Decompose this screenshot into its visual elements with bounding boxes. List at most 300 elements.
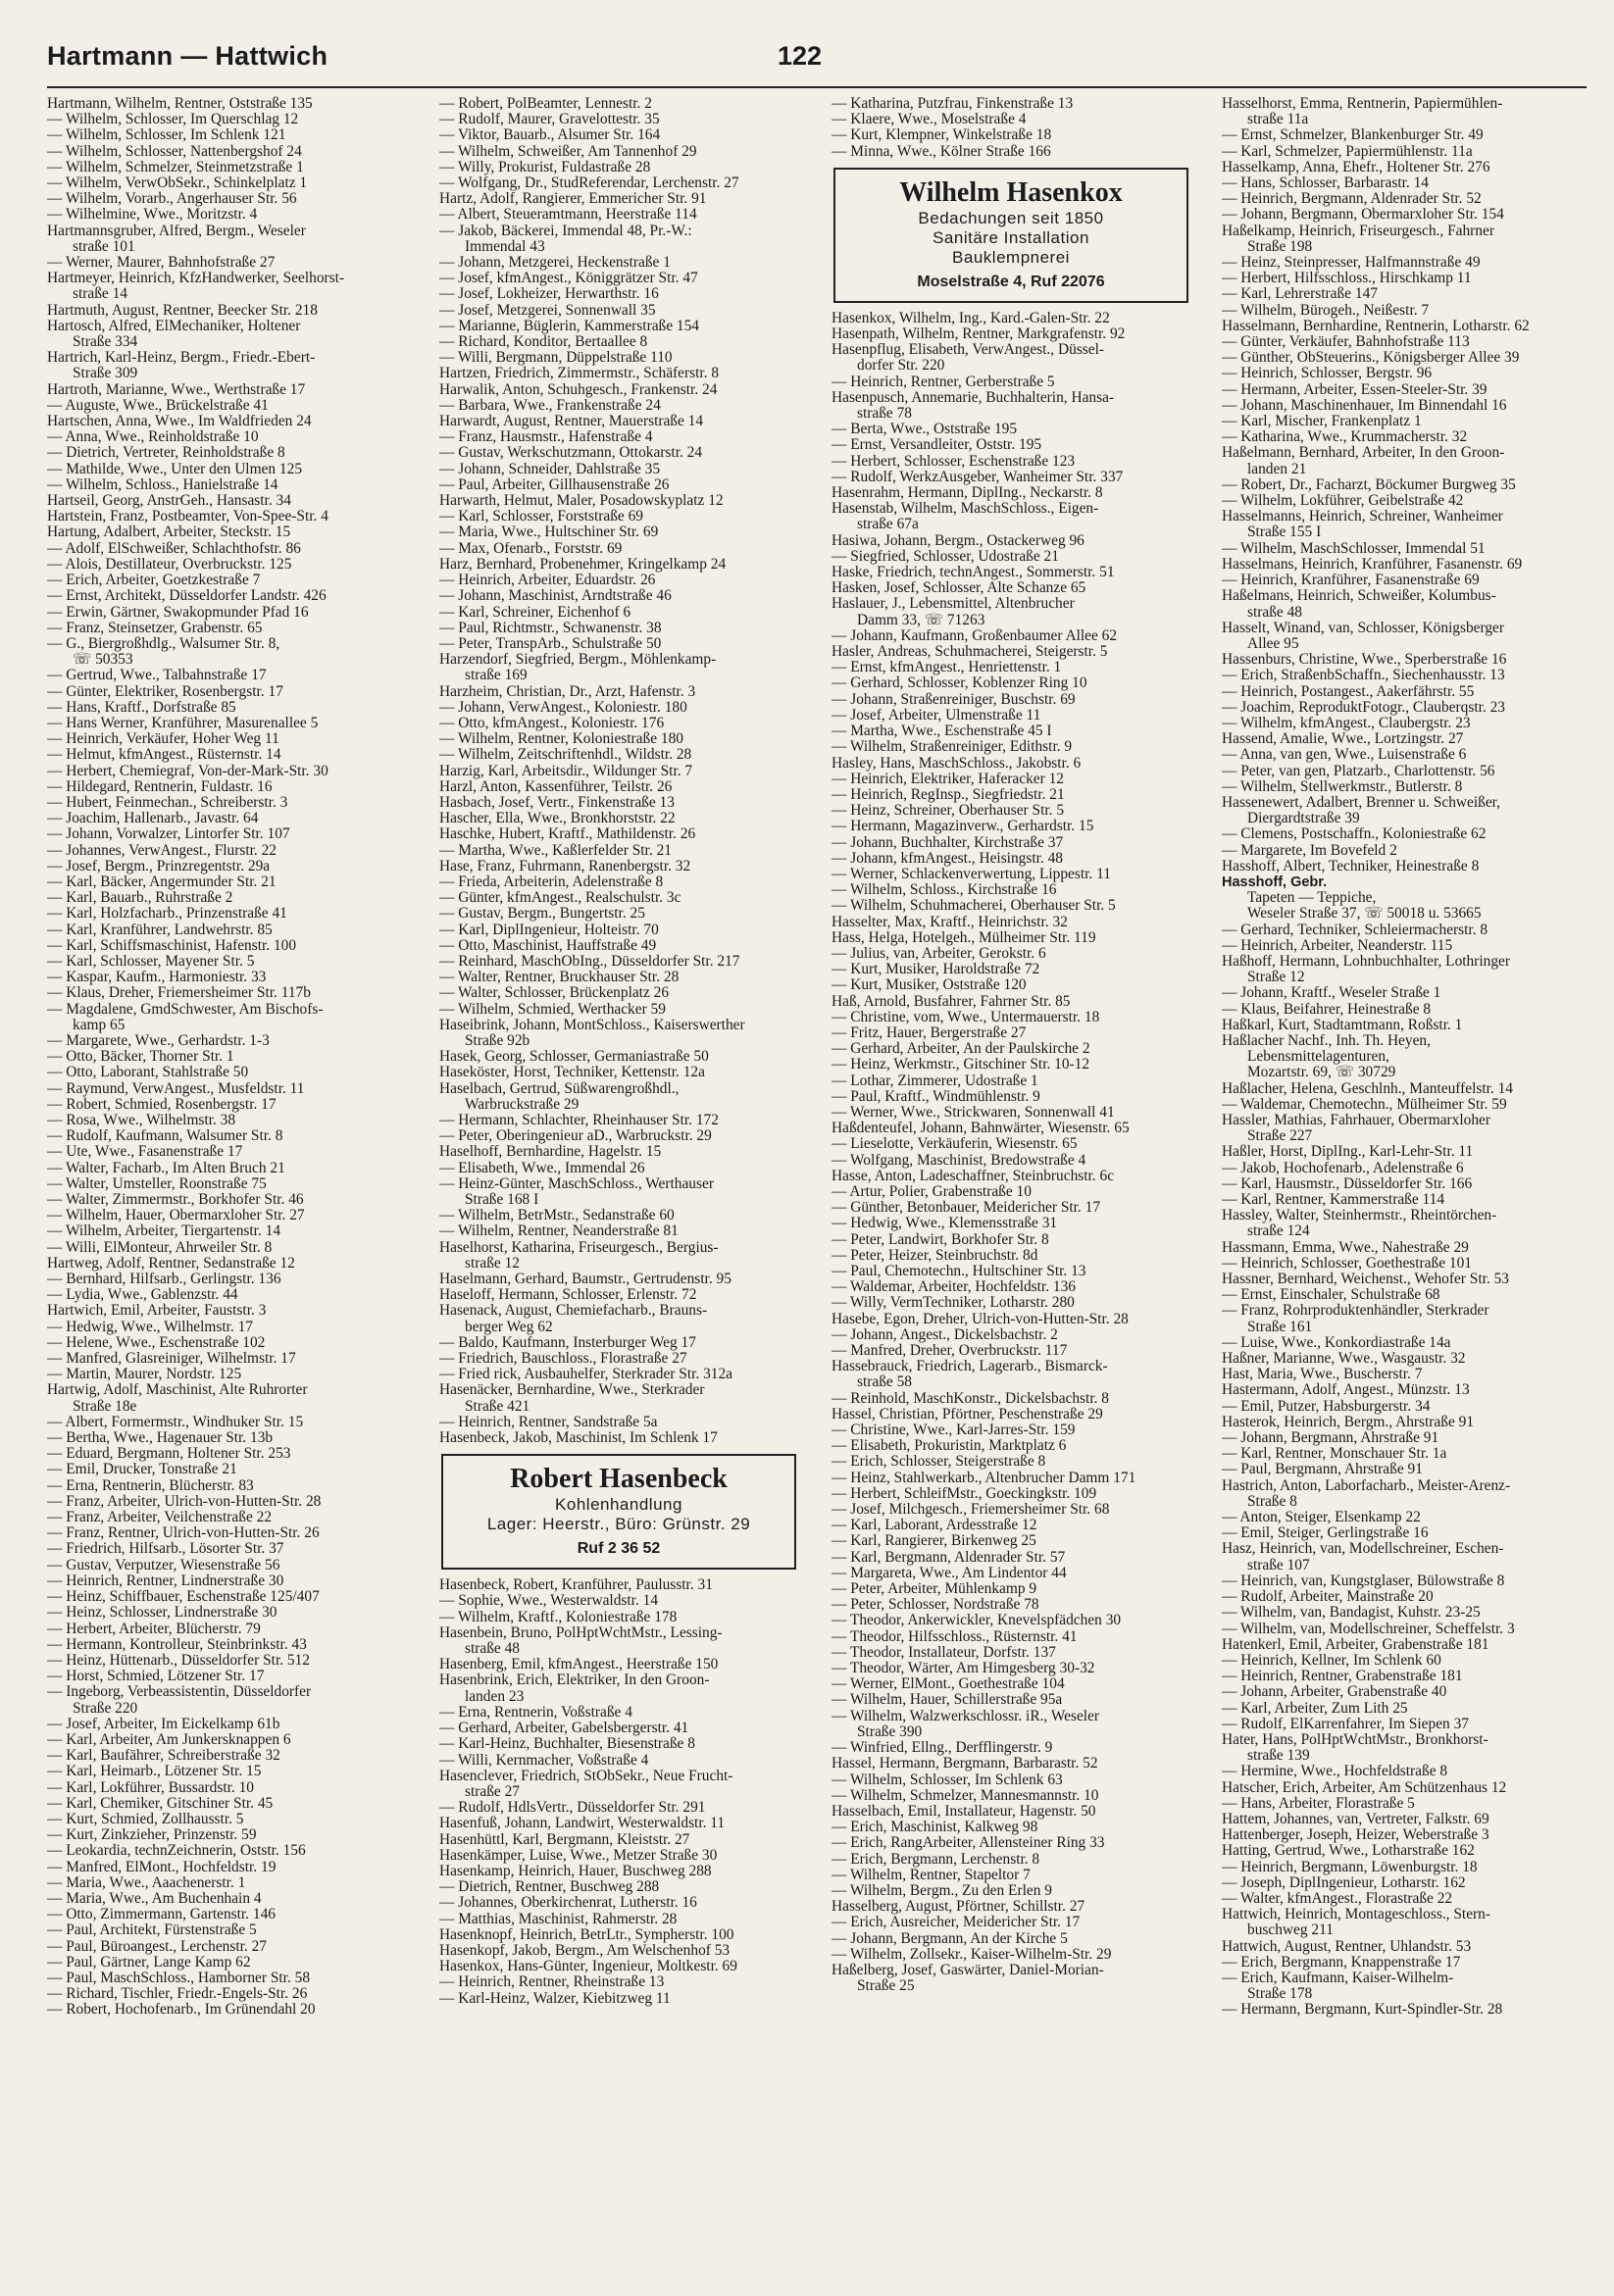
entries-col2b [439, 1577, 804, 2006]
directory-entry: — Peter, Oberingenieur aD., Warbruckstr. 29 [439, 1128, 712, 1145]
directory-entry: — Karl, Rangierer, Birkenweg 25 [832, 1533, 1036, 1550]
directory-entry: — Manfred, ElMont., Hochfeldstr. 19 [47, 1859, 277, 1875]
directory-entry: Straße 198 [1247, 238, 1313, 255]
directory-entry: — Hans, Arbeiter, Florastraße 5 [1222, 1795, 1415, 1812]
directory-entry: — Katharina, Wwe., Krummacherstr. 32 [1222, 429, 1468, 446]
directory-entry: Hartz, Adolf, Rangierer, Emmericher Str. 91 [439, 191, 707, 208]
directory-entry: — Wilhelm, Rentner, Stapeltor 7 [832, 1867, 1031, 1883]
directory-entry: — Kurt, Schmied, Zollhausstr. 5 [47, 1811, 244, 1827]
directory-entry: — Hermann, Schlachter, Rheinhauser Str. 172 [439, 1113, 719, 1128]
directory-entry: straße 67a [857, 517, 919, 533]
directory-entry: — Hermann, Bergmann, Kurt-Spindler-Str. 28 [1222, 2002, 1503, 2019]
directory-entry: — Hermann, Kontrolleur, Steinbrinkstr. 43 [47, 1636, 307, 1653]
directory-entry: — Emil, Steiger, Gerlingstraße 16 [1222, 1525, 1429, 1542]
directory-entry: — Kaspar, Kaufm., Harmoniestr. 33 [47, 970, 267, 986]
directory-entry: — Karl, Baufährer, Schreiberstraße 32 [47, 1748, 280, 1765]
directory-entry: — Heinz, Steinpresser, Halfmannstraße 49 [1222, 255, 1481, 272]
directory-entry: — Herbert, SchleifMstr., Goeckingkstr. 109 [832, 1485, 1097, 1502]
directory-entry: Harwarth, Helmut, Maler, Posadowskyplatz 12 [439, 493, 724, 510]
directory-entry: Hartmeyer, Heinrich, KfzHandwerker, Seelhorst- [47, 271, 345, 287]
directory-entry: — Emil, Drucker, Tonstraße 21 [47, 1462, 237, 1478]
directory-entry: Hartweg, Adolf, Rentner, Sedanstraße 12 [47, 1255, 295, 1272]
directory-entry: — Martha, Wwe., Kaßlerfelder Str. 21 [439, 842, 672, 859]
directory-entry: — Walter, Schlosser, Brückenplatz 26 [439, 985, 670, 1002]
directory-entry: — Otto, Zimmermann, Gartenstr. 146 [47, 1907, 276, 1923]
directory-entry: — Kurt, Zinkzieher, Prinzenstr. 59 [47, 1827, 257, 1844]
directory-entry: — Josef, Arbeiter, Ulmenstraße 11 [832, 707, 1041, 724]
directory-entry: — Luise, Wwe., Konkordiastraße 14a [1222, 1334, 1451, 1351]
directory-entry: Hasenbeck, Jakob, Maschinist, Im Schlenk 17 [439, 1430, 718, 1447]
directory-entry: — Willi, Kernmacher, Voßstraße 4 [439, 1752, 649, 1769]
directory-entry: — Bertha, Wwe., Hagenauer Str. 13b [47, 1430, 274, 1447]
directory-entry: — Josef, Bergm., Prinzregentstr. 29a [47, 858, 271, 874]
directory-entry: — Karl, Heimarb., Lötzener Str. 15 [47, 1764, 262, 1780]
page-header [47, 37, 1587, 88]
directory-entry: — Heinz, Hüttenarb., Düsseldorfer Str. 512 [47, 1652, 310, 1669]
directory-entry: — Erich, Bergmann, Lerchenstr. 8 [832, 1851, 1040, 1868]
directory-entry: — Peter, Arbeiter, Mühlenkamp 9 [832, 1581, 1037, 1598]
directory-entry: — Karl, Arbeiter, Zum Lith 25 [1222, 1700, 1408, 1717]
directory-entry: Hasek, Georg, Schlosser, Germaniastraße 50 [439, 1049, 709, 1066]
directory-entry: — Erich, Bergmann, Knappenstraße 17 [1222, 1954, 1461, 1971]
directory-entry: Hartmann, Wilhelm, Rentner, Oststraße 135 [47, 96, 313, 112]
directory-entry: dorfer Str. 220 [857, 358, 945, 374]
directory-entry: Mozartstr. 69, ☏ 30729 [1247, 1065, 1396, 1081]
directory-entry: — Kurt, Musiker, Oststraße 120 [832, 977, 1027, 994]
directory-entry: — Heinrich, Bergmann, Aldenrader Str. 52 [1222, 191, 1482, 208]
directory-entry: Hatting, Gertrud, Wwe., Lotharstraße 162 [1222, 1843, 1475, 1860]
directory-entry: — Erwin, Gärtner, Swakopmunder Pfad 16 [47, 604, 309, 621]
directory-entry: — Helene, Wwe., Eschenstraße 102 [47, 1334, 266, 1351]
directory-entry: — Hubert, Feinmechan., Schreiberstr. 3 [47, 794, 288, 811]
directory-entry: Harzendorf, Siegfried, Bergm., Möhlenkamp- [439, 652, 717, 669]
directory-entry: — Margarete, Wwe., Gerhardstr. 1-3 [47, 1032, 270, 1049]
directory-entry: — Theodor, Hilfsschloss., Rüsternstr. 41 [832, 1628, 1078, 1645]
directory-entry: — Karl, Kranführer, Landwehrstr. 85 [47, 922, 273, 938]
directory-entry: — Albert, Formermstr., Windhuker Str. 15 [47, 1414, 304, 1430]
directory-entry: Haßkarl, Kurt, Stadtamtmann, Roßstr. 1 [1222, 1017, 1463, 1033]
directory-entry: Harzig, Karl, Arbeitsdir., Wildunger Str. 7 [439, 763, 693, 779]
directory-entry: — Heinrich, Rentner, Sandstraße 5a [439, 1414, 658, 1430]
directory-entry: Hasenstab, Wilhelm, MaschSchloss., Eigen- [832, 501, 1099, 518]
directory-entry: — Karl, Bäcker, Angermunder Str. 21 [47, 873, 277, 890]
directory-entry: Hattenberger, Joseph, Heizer, Weberstraße 3 [1222, 1827, 1489, 1844]
directory-entry: Haselhorst, Katharina, Friseurgesch., Bergius- [439, 1239, 719, 1256]
directory-entry: straße 124 [1247, 1223, 1310, 1240]
directory-entry: — Erich, RangArbeiter, Allensteiner Ring 33 [832, 1835, 1105, 1852]
directory-entry: — Margarete, Im Bovefeld 2 [1222, 842, 1397, 859]
directory-entry: straße 139 [1247, 1748, 1310, 1765]
directory-entry: — Waldemar, Chemotechn., Mülheimer Str. 59 [1222, 1096, 1507, 1113]
directory-entry: — Magdalene, GmdSchwester, Am Bischofs- [47, 1001, 324, 1018]
directory-entry: Hase, Franz, Fuhrmann, Ranenbergstr. 32 [439, 858, 691, 874]
directory-entry: — Peter, Landwirt, Borkhofer Str. 8 [832, 1231, 1049, 1248]
directory-entry: Hasselter, Max, Kraftf., Heinrichstr. 32 [832, 914, 1068, 930]
directory-entry: — Robert, Schmied, Rosenbergstr. 17 [47, 1096, 277, 1113]
directory-entry: Haß, Arnold, Busfahrer, Fahrner Str. 85 [832, 993, 1071, 1010]
directory-entry: — Johannes, VerwAngest., Flurstr. 22 [47, 842, 277, 859]
directory-entry: — Manfred, Dreher, Overbruckstr. 117 [832, 1343, 1068, 1360]
directory-entry: — Ernst, Schmelzer, Blankenburger Str. 49 [1222, 127, 1484, 144]
directory-entry: — Clemens, Postschaffn., Koloniestraße 62 [1222, 826, 1487, 843]
directory-entry: — Günther, Betonbauer, Meidericher Str. 17 [832, 1200, 1101, 1217]
directory-entry: — Karl, Schreiner, Eichenhof 6 [439, 604, 631, 621]
directory-entry: Straße 25 [857, 1978, 915, 1995]
directory-entry: Hartstein, Franz, Postbeamter, Von-Spee-Str. 4 [47, 509, 328, 525]
directory-entry: — Christine, Wwe., Karl-Jarres-Str. 159 [832, 1423, 1076, 1439]
directory-entry: — Margareta, Wwe., Am Lindentor 44 [832, 1565, 1067, 1581]
directory-entry: — Heinz, Schlosser, Lindnerstraße 30 [47, 1605, 277, 1622]
directory-entry: — Franz, Hausmstr., Hafenstraße 4 [439, 429, 653, 446]
directory-entry: — Albert, Steueramtmann, Heerstraße 114 [439, 207, 697, 224]
directory-entry: — Emil, Putzer, Habsburgerstr. 34 [1222, 1398, 1431, 1415]
directory-entry: — Josef, Milchgesch., Friemersheimer Str. 68 [832, 1502, 1110, 1519]
directory-entry: — Heinrich, Rentner, Gerberstraße 5 [832, 374, 1055, 390]
directory-entry: — Heinrich, Kranführer, Fasanenstraße 69 [1222, 573, 1480, 589]
directory-entry: — Erich, Ausreicher, Meidericher Str. 17 [832, 1915, 1081, 1931]
directory-entry: — Rudolf, Maurer, Gravelottestr. 35 [439, 112, 660, 128]
directory-entry: — Karl, Schlosser, Mayener Str. 5 [47, 953, 255, 970]
directory-entry: — Fritz, Hauer, Bergerstraße 27 [832, 1024, 1027, 1041]
directory-entry: Hasenhüttl, Karl, Bergmann, Kleiststr. 27 [439, 1831, 690, 1848]
directory-entry: — Wilhelm, Vorarb., Angerhauser Str. 56 [47, 191, 297, 208]
directory-entry: — Hildegard, Rentnerin, Fuldastr. 16 [47, 778, 273, 795]
directory-entry: — Eduard, Bergmann, Holtener Str. 253 [47, 1446, 291, 1463]
directory-entry: Hasenkamp, Heinrich, Hauer, Buschweg 288 [439, 1863, 712, 1879]
directory-entry: — Walter, Rentner, Bruckhauser Str. 28 [439, 970, 680, 986]
directory-entry: — Hermine, Wwe., Hochfeldstraße 8 [1222, 1764, 1448, 1780]
directory-entry: Hastermann, Adolf, Angest., Münzstr. 13 [1222, 1382, 1470, 1399]
directory-entry: — Gertrud, Wwe., Talbahnstraße 17 [47, 668, 267, 684]
directory-page [47, 37, 1587, 2282]
directory-entry: — Peter, TranspArb., Schulstraße 50 [439, 635, 662, 652]
directory-entry: — Paul, Arbeiter, Gillhausenstraße 26 [439, 476, 670, 493]
directory-entry: — Franz, Arbeiter, Ulrich-von-Hutten-Str. 28 [47, 1493, 322, 1510]
directory-entry: Hasenbeck, Robert, Kranführer, Paulusstr. 31 [439, 1577, 713, 1594]
column-4 [1222, 96, 1587, 2277]
directory-entry: — Gerhard, Arbeiter, An der Paulskirche 2 [832, 1041, 1090, 1058]
directory-entry: — Siegfried, Schlosser, Udostraße 21 [832, 548, 1059, 565]
directory-entry: — Martha, Wwe., Eschenstraße 45 I [832, 724, 1052, 740]
directory-entry: Straße 8 [1247, 1493, 1297, 1510]
directory-entry: Haßlacher, Helena, Geschlnh., Manteuffelstr. 14 [1222, 1080, 1513, 1097]
directory-entry: — Elisabeth, Prokuristin, Marktplatz 6 [832, 1438, 1067, 1455]
directory-entry: Harzl, Anton, Kassenführer, Teilstr. 26 [439, 778, 673, 795]
directory-entry: — Wilhelm, kfmAngest., Claubergstr. 23 [1222, 715, 1471, 731]
directory-entry: — Maria, Wwe., Aaachenerstr. 1 [47, 1874, 246, 1891]
directory-entry: Hascher, Ella, Wwe., Bronkhorststr. 22 [439, 811, 676, 827]
directory-entry: — Max, Ofenarb., Forststr. 69 [439, 540, 623, 557]
directory-entry: — Auguste, Wwe., Brückelstraße 41 [47, 397, 269, 414]
directory-entry: — Hans Werner, Kranführer, Masurenallee 5 [47, 715, 319, 731]
directory-entry: — Matthias, Maschinist, Rahmerstr. 28 [439, 1911, 678, 1927]
directory-entry: — Heinrich, Rentner, Grabenstraße 181 [1222, 1669, 1463, 1685]
directory-entry: — Wilhelm, Lokführer, Geibelstraße 42 [1222, 493, 1464, 510]
entries-col3b [832, 311, 1196, 1995]
directory-entry: — Karl, Chemiker, Gitschiner Str. 45 [47, 1795, 274, 1812]
directory-entry: Haßelberg, Josef, Gaswärter, Daniel-Morian- [832, 1962, 1104, 1978]
ad-hasenbeck-phone: Ruf 2 36 52 [577, 1540, 661, 1558]
directory-entry: Haßelmann, Bernhard, Arbeiter, In den Groon- [1222, 445, 1505, 462]
directory-entry: — Johann, Bergmann, Obermarxloher Str. 154 [1222, 207, 1504, 224]
directory-entry: — Herbert, Schlosser, Eschenstraße 123 [832, 453, 1076, 470]
directory-entry: — Heinz-Günter, MaschSchloss., Werthauser [439, 1175, 714, 1192]
directory-entry: Hasley, Hans, MaschSchloss., Jakobstr. 6 [832, 755, 1082, 772]
directory-entry: — Karl, Rentner, Monschauer Str. 1a [1222, 1446, 1447, 1463]
page-number: 122 [778, 41, 823, 71]
directory-entry: — Christine, vom, Wwe., Untermauerstr. 18 [832, 1009, 1100, 1025]
directory-entry: — Marianne, Büglerin, Kammerstraße 154 [439, 318, 699, 334]
directory-entry: Hartwig, Adolf, Maschinist, Alte Ruhrorter [47, 1382, 308, 1399]
directory-entry: — Heinrich, Schlosser, Bergstr. 96 [1222, 366, 1433, 382]
directory-entry: — Paul, Kraftf., Windmühlenstr. 9 [832, 1088, 1040, 1105]
directory-entry: landen 21 [1247, 461, 1307, 477]
directory-entry: — Wilhelm, Schlosser, Im Schlenk 63 [832, 1772, 1063, 1788]
directory-entry: — Heinrich, Verkäufer, Hoher Weg 11 [47, 731, 279, 748]
directory-entry: — Reinhold, MaschKonstr., Dickelsbachstr. 8 [832, 1390, 1109, 1407]
directory-entry: — Sophie, Wwe., Westerwaldstr. 14 [439, 1593, 659, 1610]
directory-entry: — Ernst, Versandleiter, Oststr. 195 [832, 437, 1042, 454]
directory-entry: Harzheim, Christian, Dr., Arzt, Hafenstr. 3 [439, 683, 696, 700]
directory-entry: — Josef, kfmAngest., Königgrätzer Str. 47 [439, 271, 698, 287]
directory-entry: — Maria, Wwe., Am Buchenhain 4 [47, 1890, 262, 1907]
directory-entry: Hasler, Andreas, Schuhmacherei, Steigerstr. 5 [832, 644, 1108, 661]
directory-entry: Immendal 43 [465, 238, 545, 255]
directory-entry: Haselhoff, Bernhardine, Hagelstr. 15 [439, 1144, 662, 1161]
directory-entry: — G., Biergroßhdlg., Walsumer Str. 8, [47, 635, 280, 652]
directory-entry: Hasselhorst, Emma, Rentnerin, Papiermühlen- [1222, 96, 1503, 112]
directory-entry: — Erich, Schlosser, Steigerstraße 8 [832, 1454, 1046, 1471]
directory-entry: — Erich, StraßenbSchaffn., Siechenhausstr. 13 [1222, 668, 1505, 684]
directory-entry: — Waldemar, Arbeiter, Hochfeldstr. 136 [832, 1279, 1076, 1296]
directory-entry: — Barbara, Wwe., Frankenstraße 24 [439, 397, 661, 414]
directory-entry: Hattem, Johannes, van, Vertreter, Falkstr. 69 [1222, 1811, 1489, 1827]
directory-entry: Hasenäcker, Bernhardine, Wwe., Sterkrader [439, 1382, 705, 1399]
directory-entry: — Richard, Tischler, Friedr.-Engels-Str. 26 [47, 1986, 308, 2003]
directory-entry: Lebensmittelagenturen, [1247, 1049, 1389, 1066]
directory-entry: kamp 65 [73, 1017, 126, 1033]
directory-entry: — Otto, Bäcker, Thorner Str. 1 [47, 1049, 234, 1066]
directory-entry: — Rudolf, WerkzAusgeber, Wanheimer Str. 337 [832, 469, 1124, 485]
directory-entry: — Anna, Wwe., Reinholdstraße 10 [47, 429, 259, 446]
ad-hasenbeck-line2: Lager: Heerstr., Büro: Grünstr. 29 [486, 1515, 751, 1534]
directory-entry: — Erich, Maschinist, Kalkweg 98 [832, 1820, 1038, 1836]
directory-entry: — Wilhelm, Schlosser, Im Schlenk 121 [47, 127, 286, 144]
directory-entry: Hasshoff, Gebr. [1222, 873, 1328, 890]
directory-entry: — Gerhard, Techniker, Schleiermacherstr. 8 [1222, 922, 1488, 938]
directory-entry: — Anton, Steiger, Elsenkamp 22 [1222, 1510, 1421, 1526]
directory-entry: — Manfred, Glasreiniger, Wilhelmstr. 17 [47, 1351, 296, 1368]
directory-entry: — Wilhelm, Arbeiter, Tiergartenstr. 14 [47, 1223, 281, 1240]
directory-entry: Hasenkox, Hans-Günter, Ingenieur, Moltkestr. 69 [439, 1959, 737, 1975]
directory-entry: — Otto, Laborant, Stahlstraße 50 [47, 1065, 249, 1081]
directory-entry: — Jakob, Hochofenarb., Adelenstraße 6 [1222, 1160, 1464, 1176]
directory-entry: — Paul, Architekt, Fürstenstraße 5 [47, 1922, 257, 1939]
directory-entry: Allee 95 [1247, 635, 1299, 652]
directory-entry: — Herbert, Arbeiter, Blücherstr. 79 [47, 1621, 261, 1637]
directory-entry: — Johann, Bergmann, Ahrstraße 91 [1222, 1430, 1439, 1447]
directory-entry: — Karl-Heinz, Walzer, Kiebitzweg 11 [439, 1990, 671, 2007]
directory-entry: Haßelmans, Heinrich, Schweißer, Kolumbus- [1222, 588, 1496, 605]
directory-entry: — Wilhelm, VerwObSekr., Schinkelplatz 1 [47, 175, 308, 192]
directory-entry: — Karl, Bergmann, Aldenrader Str. 57 [832, 1549, 1066, 1566]
directory-entry: — Heinrich, Rentner, Rheinstraße 13 [439, 1974, 665, 1991]
directory-entry: straße 169 [465, 668, 528, 684]
directory-entry: — Willi, ElMonteur, Ahrweiler Str. 8 [47, 1239, 273, 1256]
directory-entry: Haske, Friedrich, technAngest., Sommerstr. 51 [832, 565, 1115, 581]
directory-entry: Hasenknopf, Heinrich, BetrLtr., Sympherstr. 100 [439, 1926, 734, 1943]
directory-entry: — Wilhelm, Bürogeh., Neißestr. 7 [1222, 302, 1430, 319]
directory-entry: — Karl, Arbeiter, Am Junkersknappen 6 [47, 1731, 291, 1748]
directory-entry: Hasenpusch, Annemarie, Buchhalterin, Hansa- [832, 389, 1115, 406]
directory-entry: — Heinrich, Arbeiter, Eduardstr. 26 [439, 573, 656, 589]
directory-entry: — Karl, Lehrerstraße 147 [1222, 286, 1378, 303]
directory-entry: — Robert, Dr., Facharzt, Böckumer Burgweg 35 [1222, 476, 1516, 493]
directory-entry: Harwalik, Anton, Schuhgesch., Frankenstr. 24 [439, 381, 718, 398]
directory-entry: — Herbert, Hilfsschloss., Hirschkamp 11 [1222, 271, 1472, 287]
directory-entry: — Johann, Buchhalter, Kirchstraße 37 [832, 834, 1064, 851]
directory-entry: straße 14 [73, 286, 127, 303]
directory-entry: Warbruckstraße 29 [465, 1096, 580, 1113]
directory-entry: Haßner, Marianne, Wwe., Wasgaustr. 32 [1222, 1351, 1466, 1368]
directory-entry: — Josef, Metzgerei, Sonnenwall 35 [439, 302, 656, 319]
directory-entry: Haßler, Horst, DiplIng., Karl-Lehr-Str. 11 [1222, 1144, 1474, 1161]
directory-entry: — Helmut, kfmAngest., Rüsternstr. 14 [47, 747, 281, 764]
directory-entry: — Günter, kfmAngest., Realschulstr. 3c [439, 890, 681, 907]
directory-entry: — Johann, Maschinist, Arndtstraße 46 [439, 588, 672, 605]
directory-entry: — Lothar, Zimmerer, Udostraße 1 [832, 1073, 1038, 1089]
directory-entry: Hasselt, Winand, van, Schlosser, Königsberger [1222, 620, 1505, 636]
directory-entry: — Heinz, Werkmstr., Gitschiner Str. 10-12 [832, 1057, 1090, 1073]
directory-entry: ☏ 50353 [73, 652, 133, 669]
directory-entry: Hassend, Amalie, Wwe., Lortzingstr. 27 [1222, 731, 1464, 748]
directory-entry: — Rudolf, HdlsVertr., Düsseldorfer Str. 291 [439, 1800, 706, 1817]
directory-entry: — Joachim, ReproduktFotogr., Clauberqstr. 23 [1222, 699, 1505, 716]
directory-entry: — Franz, Steinsetzer, Grabenstr. 65 [47, 620, 263, 636]
directory-entry: — Paul, Chemotechn., Hultschiner Str. 13 [832, 1264, 1086, 1279]
directory-entry: Haschke, Hubert, Kraftf., Mathildenstr. 26 [439, 826, 696, 843]
directory-entry: Straße 178 [1247, 1986, 1313, 2003]
directory-entry: — Paul, Gärtner, Lange Kamp 62 [47, 1954, 251, 1971]
directory-entry: straße 107 [1247, 1557, 1310, 1573]
directory-entry: — Wolfgang, Maschinist, Bredowstraße 4 [832, 1152, 1086, 1169]
entries-col4 [1222, 96, 1587, 2019]
directory-entry: — Herbert, Chemiegraf, Von-der-Mark-Str. 30 [47, 763, 328, 779]
directory-entry: Hasselbach, Emil, Installateur, Hagenstr. 50 [832, 1803, 1096, 1820]
directory-entry: — Wilhelm, Rentner, Koloniestraße 180 [439, 731, 683, 748]
directory-entry: Hasenpath, Wilhelm, Rentner, Markgrafenstr. 92 [832, 326, 1126, 343]
directory-entry: berger Weg 62 [465, 1319, 553, 1335]
directory-entry: — Günter, Elektriker, Rosenbergstr. 17 [47, 683, 283, 700]
directory-entry: Tapeten — Teppiche, [1247, 890, 1377, 907]
directory-entry: — Paul, Richtmstr., Schwanenstr. 38 [439, 620, 662, 636]
directory-entry: — Johann, VerwAngest., Koloniestr. 180 [439, 699, 687, 716]
directory-entry: Straße 92b [465, 1032, 530, 1049]
directory-entry: Hasselmanns, Heinrich, Schreiner, Wanheimer [1222, 509, 1503, 525]
directory-entry: straße 11a [1247, 112, 1309, 128]
directory-entry: — Wilhelm, Schuhmacherei, Oberhauser Str. 5 [832, 898, 1116, 915]
directory-entry: — Ernst, kfmAngest., Henriettenstr. 1 [832, 660, 1062, 676]
directory-entry: — Karl, Mischer, Frankenplatz 1 [1222, 414, 1422, 430]
directory-entry: Hasiwa, Johann, Bergm., Ostackerweg 96 [832, 532, 1084, 549]
directory-entry: — Johann, Kraftf., Weseler Straße 1 [1222, 985, 1441, 1002]
directory-entry: — Heinz, Schiffbauer, Eschenstraße 125/407 [47, 1589, 320, 1606]
directory-entry: Straße 309 [73, 366, 138, 382]
directory-entry: — Heinrich, Schlosser, Goethestraße 101 [1222, 1255, 1472, 1272]
directory-entry: Haßelkamp, Heinrich, Friseurgesch., Fahrner [1222, 223, 1494, 239]
directory-entry: — Johann, Kaufmann, Großenbaumer Allee 62 [832, 627, 1118, 644]
directory-entry: — Robert, Hochofenarb., Im Grünendahl 20 [47, 2002, 316, 2019]
directory-entry: Hattwich, Heinrich, Montageschloss., Stern- [1222, 1907, 1490, 1923]
directory-entry: Hasenberg, Emil, kfmAngest., Heerstraße 150 [439, 1657, 719, 1673]
directory-entry: Hass, Helga, Hotelgeh., Mülheimer Str. 119 [832, 929, 1096, 946]
directory-entry: — Erich, Arbeiter, Goetzkestraße 7 [47, 573, 261, 589]
directory-entry: — Johann, Straßenreiniger, Buschstr. 69 [832, 691, 1076, 708]
directory-entry: — Fried rick, Ausbauhelfer, Sterkrader Str. 312a [439, 1367, 732, 1383]
directory-entry: Hassel, Hermann, Bergmann, Barbarastr. 52 [832, 1756, 1098, 1772]
directory-entry: Straße 18e [73, 1398, 137, 1415]
entries-col3a [832, 96, 1196, 160]
directory-entry: — Johann, Arbeiter, Grabenstraße 40 [1222, 1684, 1447, 1701]
directory-entry: Hartosch, Alfred, ElMechaniker, Holtener [47, 318, 301, 334]
directory-entry: — Wilhelm, Schmied, Werthacker 59 [439, 1001, 666, 1018]
directory-entry: — Karl, Schlosser, Forststraße 69 [439, 509, 643, 525]
directory-entry: Hasenbein, Bruno, PolHptWchtMstr., Lessing- [439, 1624, 723, 1641]
directory-entry: — Winfried, Ellng., Derfflingerstr. 9 [832, 1740, 1053, 1757]
directory-entry: — Karl, Rentner, Kammerstraße 114 [1222, 1192, 1445, 1209]
directory-entry: — Heinrich, Bergmann, Löwenburgstr. 18 [1222, 1859, 1478, 1875]
directory-entry: — Wilhelm, Schlosser, Im Querschlag 12 [47, 112, 299, 128]
directory-entry: Hassenewert, Adalbert, Brenner u. Schweißer, [1222, 794, 1501, 811]
directory-entry: — Walter, Umsteller, Roonstraße 75 [47, 1175, 267, 1192]
directory-entry: — Gustav, Werkschutzmann, Ottokarstr. 24 [439, 445, 703, 462]
directory-entry: — Rudolf, ElKarrenfahrer, Im Siepen 37 [1222, 1716, 1469, 1732]
column-3 [832, 96, 1196, 2277]
directory-entry: — Peter, van gen, Platzarb., Charlottenstr. 56 [1222, 763, 1495, 779]
directory-entry: — Rosa, Wwe., Wilhelmstr. 38 [47, 1113, 236, 1128]
directory-entry: — Raymund, VerwAngest., Musfeldstr. 11 [47, 1080, 305, 1097]
directory-entry: — Wilhelm, Rentner, Neanderstraße 81 [439, 1223, 679, 1240]
directory-entry: straße 27 [465, 1783, 520, 1800]
directory-entry: Hartroth, Marianne, Wwe., Werthstraße 17 [47, 381, 306, 398]
directory-entry: — Erna, Rentnerin, Blücherstr. 83 [47, 1477, 254, 1494]
directory-entry: Damm 33, ☏ 71263 [857, 612, 985, 628]
ad-robert-hasenbeck [441, 1454, 796, 1570]
directory-entry: Straße 161 [1247, 1319, 1313, 1335]
directory-entry: — Heinrich, Kellner, Im Schlenk 60 [1222, 1652, 1441, 1669]
directory-entry: — Hedwig, Wwe., Klemensstraße 31 [832, 1216, 1058, 1232]
ad-hasenkox-line1: Bedachungen seit 1850 [918, 208, 1104, 227]
ad-hasenkox-line2: Sanitäre Installation [933, 227, 1089, 247]
directory-entry: — Karl, Lokführer, Bussardstr. 10 [47, 1779, 254, 1796]
directory-entry: Haseloff, Hermann, Schlosser, Erlenstr. 72 [439, 1287, 697, 1304]
directory-entry: — Ernst, Architekt, Düsseldorfer Landstr. 426 [47, 588, 327, 605]
directory-entry: Hasselkamp, Anna, Ehefr., Holtener Str. 276 [1222, 159, 1490, 175]
entries-col2a [439, 96, 804, 1446]
directory-entry: — Johannes, Oberkirchenrat, Lutherstr. 16 [439, 1895, 697, 1912]
directory-entry: — Martin, Maurer, Nordstr. 125 [47, 1367, 242, 1383]
directory-entry: buschweg 211 [1247, 1922, 1334, 1939]
directory-entry: Hasebe, Egon, Dreher, Ulrich-von-Hutten-Str. 28 [832, 1311, 1129, 1327]
directory-entry: Hassenburs, Christine, Wwe., Sperberstraße 16 [1222, 652, 1507, 669]
directory-entry: — Johann, Vorwalzer, Lintorfer Str. 107 [47, 826, 290, 843]
directory-entry: — Rudolf, Kaufmann, Walsumer Str. 8 [47, 1128, 283, 1145]
directory-entry: — Karl, Bauarb., Ruhrstraße 2 [47, 890, 233, 907]
directory-entry: — Klaere, Wwe., Moselstraße 4 [832, 112, 1027, 128]
directory-entry: straße 12 [465, 1255, 520, 1272]
directory-entry: Hartseil, Georg, AnstrGeh., Hansastr. 34 [47, 493, 291, 510]
directory-entry: — Karl, Holzfacharb., Prinzenstraße 41 [47, 906, 287, 923]
